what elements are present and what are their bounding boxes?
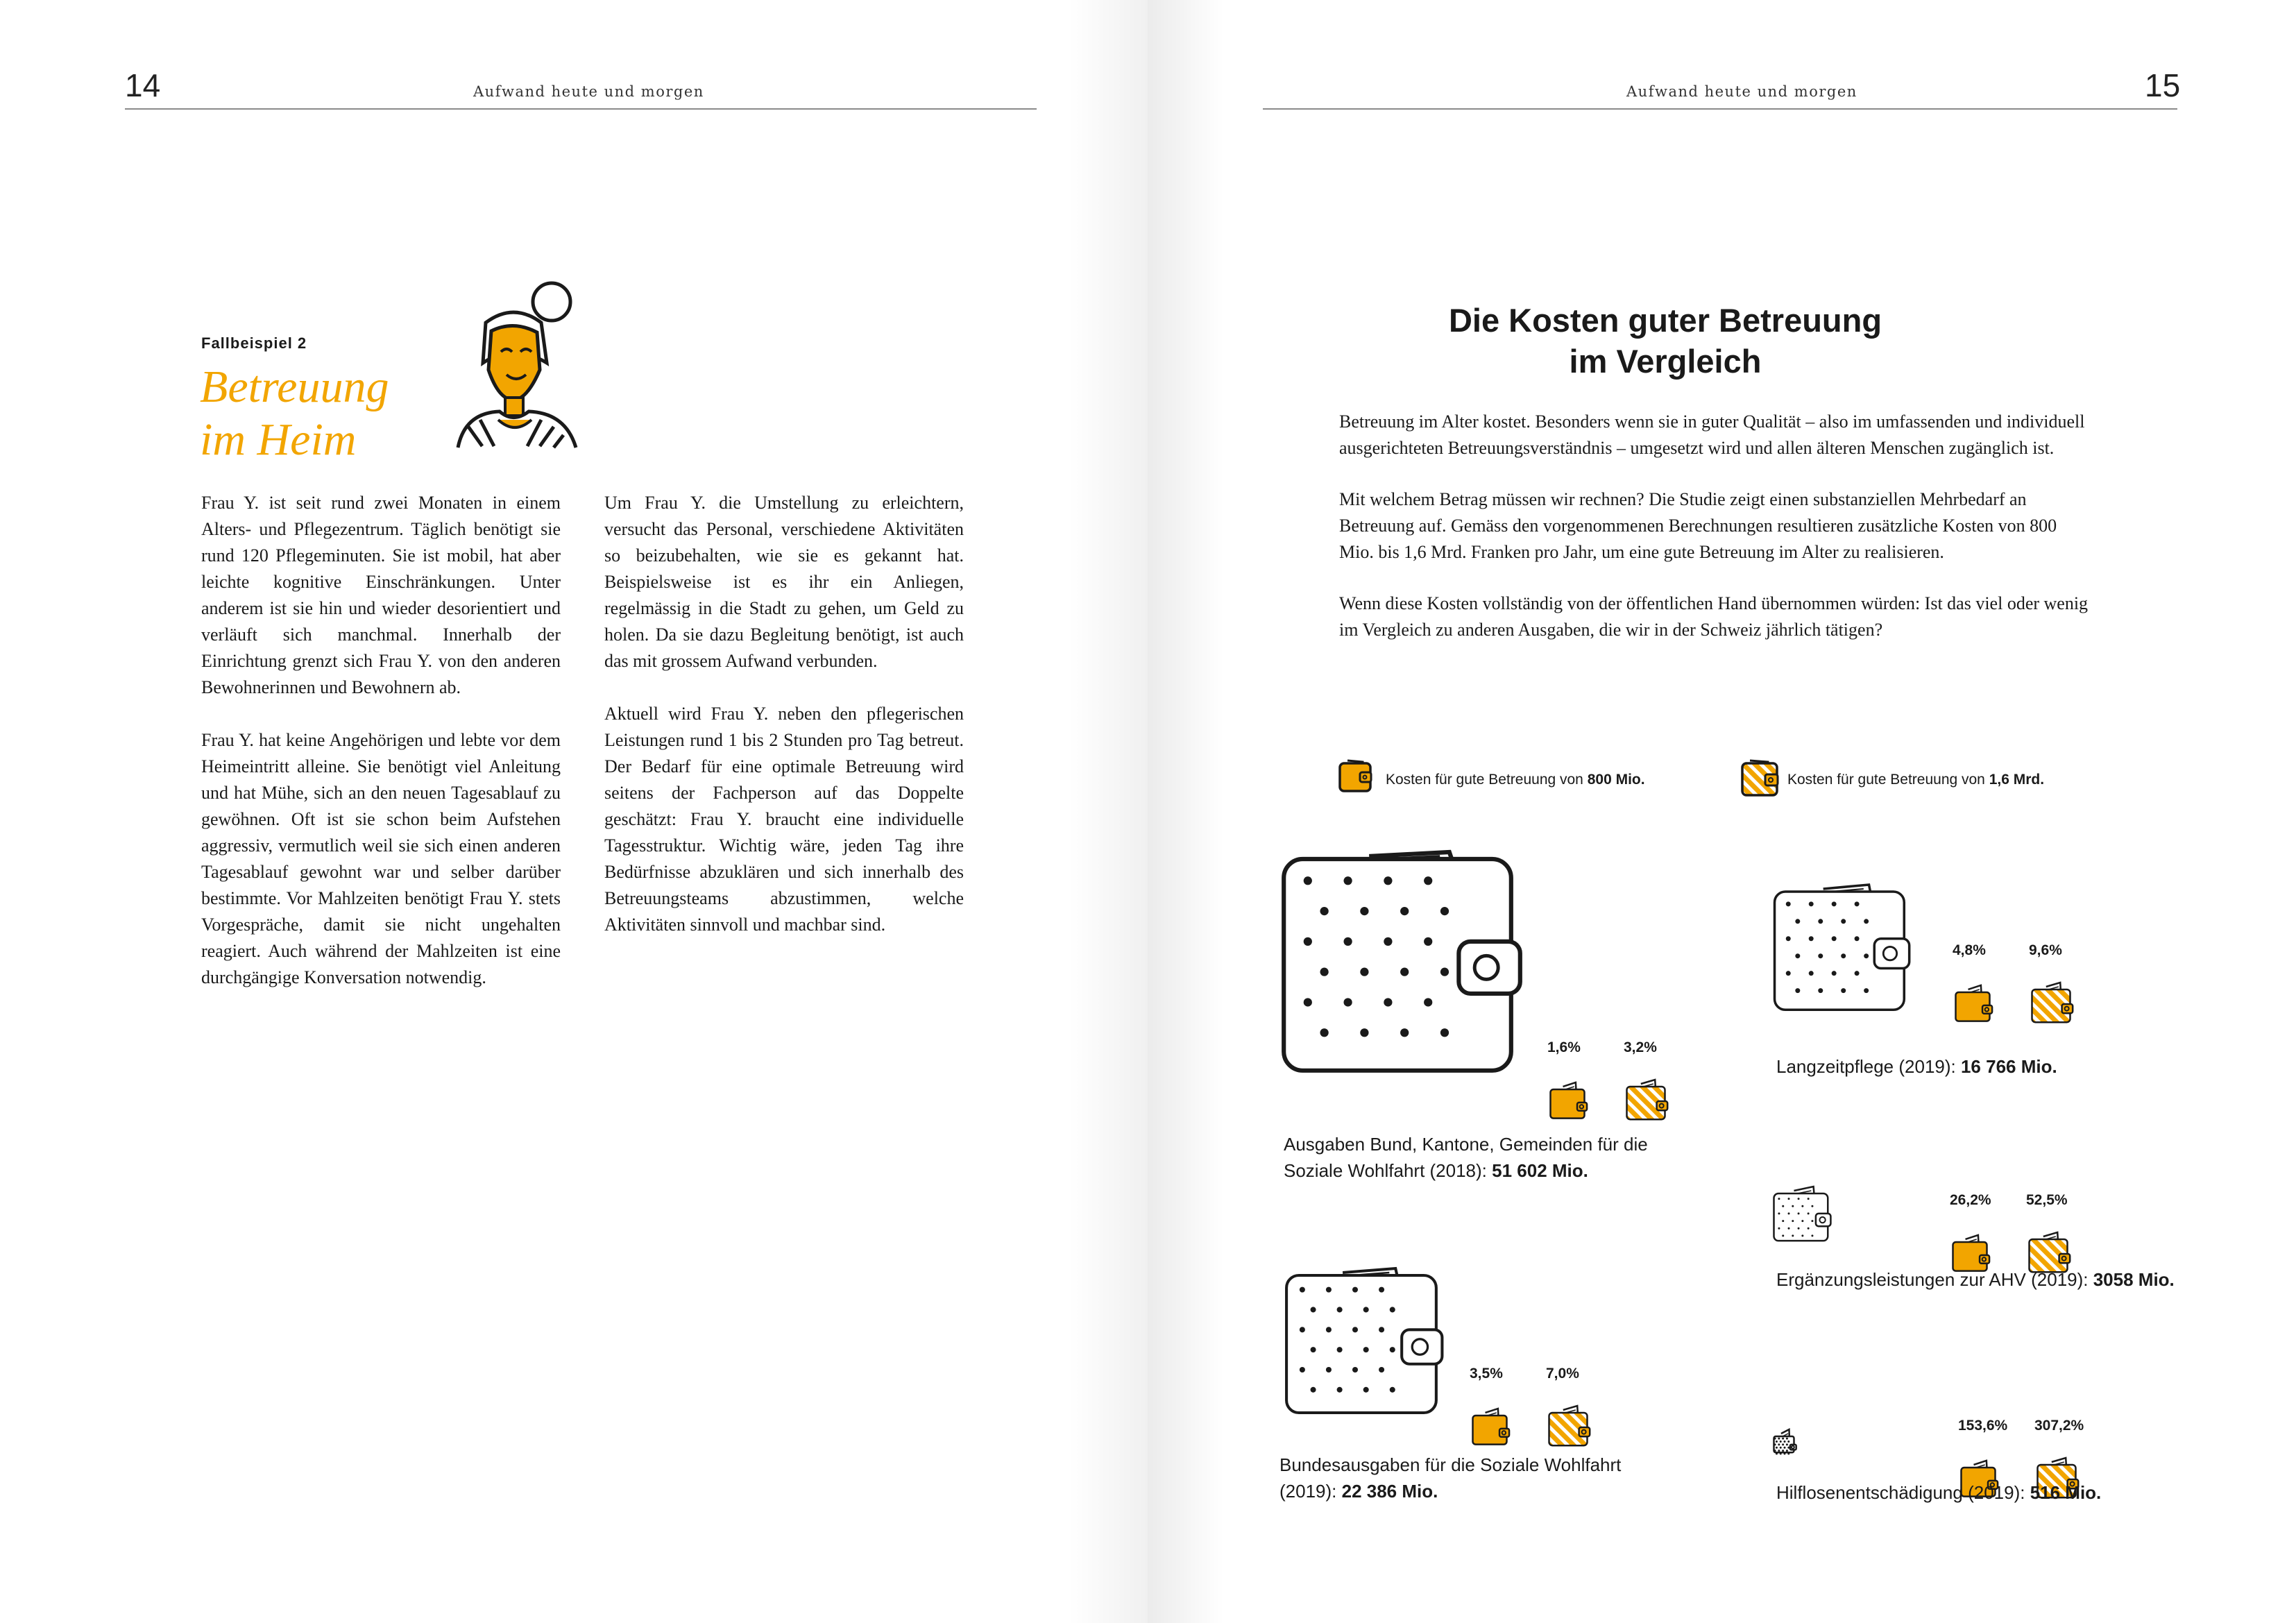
pct-1600-label: 307,2% (2034, 1418, 2084, 1434)
wallet-800-icon (1954, 971, 2005, 1027)
intro-text (1339, 409, 2089, 668)
main-title (1318, 300, 2012, 382)
case-title-line1: Betreuung (200, 362, 389, 412)
header-rule (1263, 108, 2177, 110)
main-title-line2: im Vergleich (1569, 343, 1762, 380)
header-rule (125, 108, 1037, 110)
pct-800-label: 3,5% (1470, 1366, 1503, 1382)
case-kicker: Fallbeispiel 2 (201, 334, 307, 352)
comparison-caption (1776, 1053, 2262, 1080)
page-number: 15 (2145, 67, 2181, 103)
wallet-big-icon (1279, 838, 1529, 1076)
page-number: 14 (125, 67, 161, 103)
legend-1600-prefix: Kosten für gute Betreuung von (1787, 772, 1985, 788)
wallet-1600-legend-icon (1740, 758, 1780, 798)
wallet-1600-icon (2030, 969, 2086, 1028)
wallet-big-icon (1284, 1255, 1453, 1418)
wallet-800-icon (1549, 1069, 1600, 1124)
body-column-1 (201, 490, 561, 1017)
intro-paragraph: Wenn diese Kosten vollständig von der öffentlichen Hand übernommen würden: Ist das viel oder wenig im Vergleich zu anderen Ausgaben, die wir in der Schweiz jährlich tätigen? (1339, 593, 2089, 640)
body-paragraph: Aktuell wird Frau Y. neben den pflegerischen Leistungen rund 1 bis 2 Stunden pro Tag betreut. Der Bedarf für eine optimale Betreuung wird seitens der Fachperson auf das Doppelte geschätzt: Frau Y. braucht eine individuelle Tagesstruktur. Wichtig wäre, jeden Tag ihre Bedürfnisse abzuklären und sich innerhalb des Betreuungsteams abzustimmen, welche Aktivitäten sinnvoll und machbar sind. (604, 704, 964, 935)
caption-label: Ergänzungsleistungen zur AHV (2019): (1776, 1269, 2093, 1290)
caption-label: Hilflosenentschädigung (2019): (1776, 1482, 2030, 1503)
main-title-line1: Die Kosten guter Betreuung (1448, 302, 1882, 339)
legend-800-text (1386, 772, 1645, 788)
case-title-line2: im Heim (200, 414, 357, 465)
pct-1600-label: 3,2% (1624, 1039, 1657, 1055)
wallet-1600-icon (1625, 1066, 1681, 1125)
body-paragraph: Frau Y. hat keine Angehörigen und lebte vor dem Heimeintritt alleine. Sie benötigt viel Anleitung und hat Mühe, sich an den neuen Tagesablauf zu gewöhnen. Oft ist sie schon beim Aufstehen aggressiv, vermutlich weil sie sich einen anderen Tagesablauf gewohnt war und selber darüber bestimmte. Vor Mahlzeiten benötigt Frau Y. stets Vorgespräche, damit sie nicht ungehalten reagiert. Auch während der Mahlzeiten ist eine durchgängige Konversation notwendig. (201, 730, 561, 987)
intro-paragraph: Mit welchem Betrag müssen wir rechnen? Die Studie zeigt einen substanziellen Mehrbedarf an Betreuung auf. Gemäss den vorgenommenen Berechnungen resultieren zusätzliche Kosten von 800 Mio. bis 1,6 Mrd. Franken pro Jahr, um eine gute Betreuung im Alter zu realisieren. (1339, 489, 2057, 562)
body-paragraph: Um Frau Y. die Umstellung zu erleichtern, versucht das Personal, verschiedene Aktivitäten so beizubehalten, wie sie es gekannt hat. Beispielsweise ist es ihr ein Anliegen, regelmässig in die Stadt zu gehen, um Geld zu holen. Da sie dazu Begleitung benötigt, ist auch das mit grossem Aufwand verbunden. (604, 493, 964, 671)
running-head: Aufwand heute und morgen (473, 83, 704, 100)
comparison-caption (1279, 1452, 1668, 1504)
caption-amount: 51 602 Mio. (1492, 1160, 1588, 1181)
body-column-2 (604, 490, 964, 965)
caption-amount: 3058 Mio. (2093, 1269, 2175, 1290)
wallet-1600-icon (1547, 1392, 1603, 1451)
caption-label: Langzeitpflege (2019): (1776, 1056, 1961, 1077)
caption-amount: 16 766 Mio. (1960, 1056, 2057, 1077)
legend-800-prefix: Kosten für gute Betreuung von (1386, 772, 1583, 788)
woman-illustration (444, 281, 590, 451)
wallet-big-icon (1772, 1173, 1844, 1246)
comparison-caption (1776, 1266, 2262, 1293)
caption-amount: 22 386 Mio. (1341, 1481, 1438, 1502)
pct-1600-label: 9,6% (2029, 942, 2062, 958)
wallet-big-icon (1772, 1416, 1810, 1458)
pct-800-label: 26,2% (1950, 1192, 1991, 1208)
wallet-800-icon (1471, 1395, 1522, 1450)
caption-label: Bundesausgaben für die Soziale Wohlfahrt (2019): (1279, 1454, 1622, 1502)
pct-800-label: 1,6% (1547, 1039, 1581, 1055)
caption-amount: 516 Mio. (2030, 1482, 2102, 1503)
pct-800-label: 4,8% (1953, 942, 1986, 958)
case-title (200, 361, 389, 466)
comparison-caption (1284, 1131, 1672, 1184)
legend-1600-value: 1,6 Mrd. (1989, 772, 2045, 788)
wallet-big-icon (1772, 871, 1921, 1015)
body-paragraph: Frau Y. ist seit rund zwei Monaten in einem Alters- und Pflegezentrum. Täglich benötigt sie rund 120 Pflegeminuten. Sie ist mobil, hat aber leichte kognitive Einschränkungen. Unter anderem ist sie hin und wieder desorientiert und verläuft sich manchmal. Innerhalb der Einrichtung grenzt sich Frau Y. von den anderen Bewohnerinnen und Bewohnern ab. (201, 493, 561, 697)
legend-800-value: 800 Mio. (1587, 772, 1645, 788)
wallet-800-legend-icon (1338, 758, 1374, 794)
intro-paragraph: Betreuung im Alter kostet. Besonders wenn sie in guter Qualität – also im umfassenden und individuell ausgerichteten Betreuungsverständnis – umgesetzt wird und allen älteren Menschen zugänglich ist. (1339, 411, 2085, 458)
legend-1600-text (1787, 772, 2044, 788)
caption-label: Ausgaben Bund, Kantone, Gemeinden für die Soziale Wohlfahrt (2018): (1284, 1134, 1648, 1181)
pct-1600-label: 52,5% (2026, 1192, 2068, 1208)
running-head: Aufwand heute und morgen (1626, 83, 1857, 100)
pct-1600-label: 7,0% (1546, 1366, 1579, 1382)
right-page (1148, 0, 2296, 1623)
pct-800-label: 153,6% (1958, 1418, 2008, 1434)
comparison-caption (1776, 1479, 2262, 1506)
